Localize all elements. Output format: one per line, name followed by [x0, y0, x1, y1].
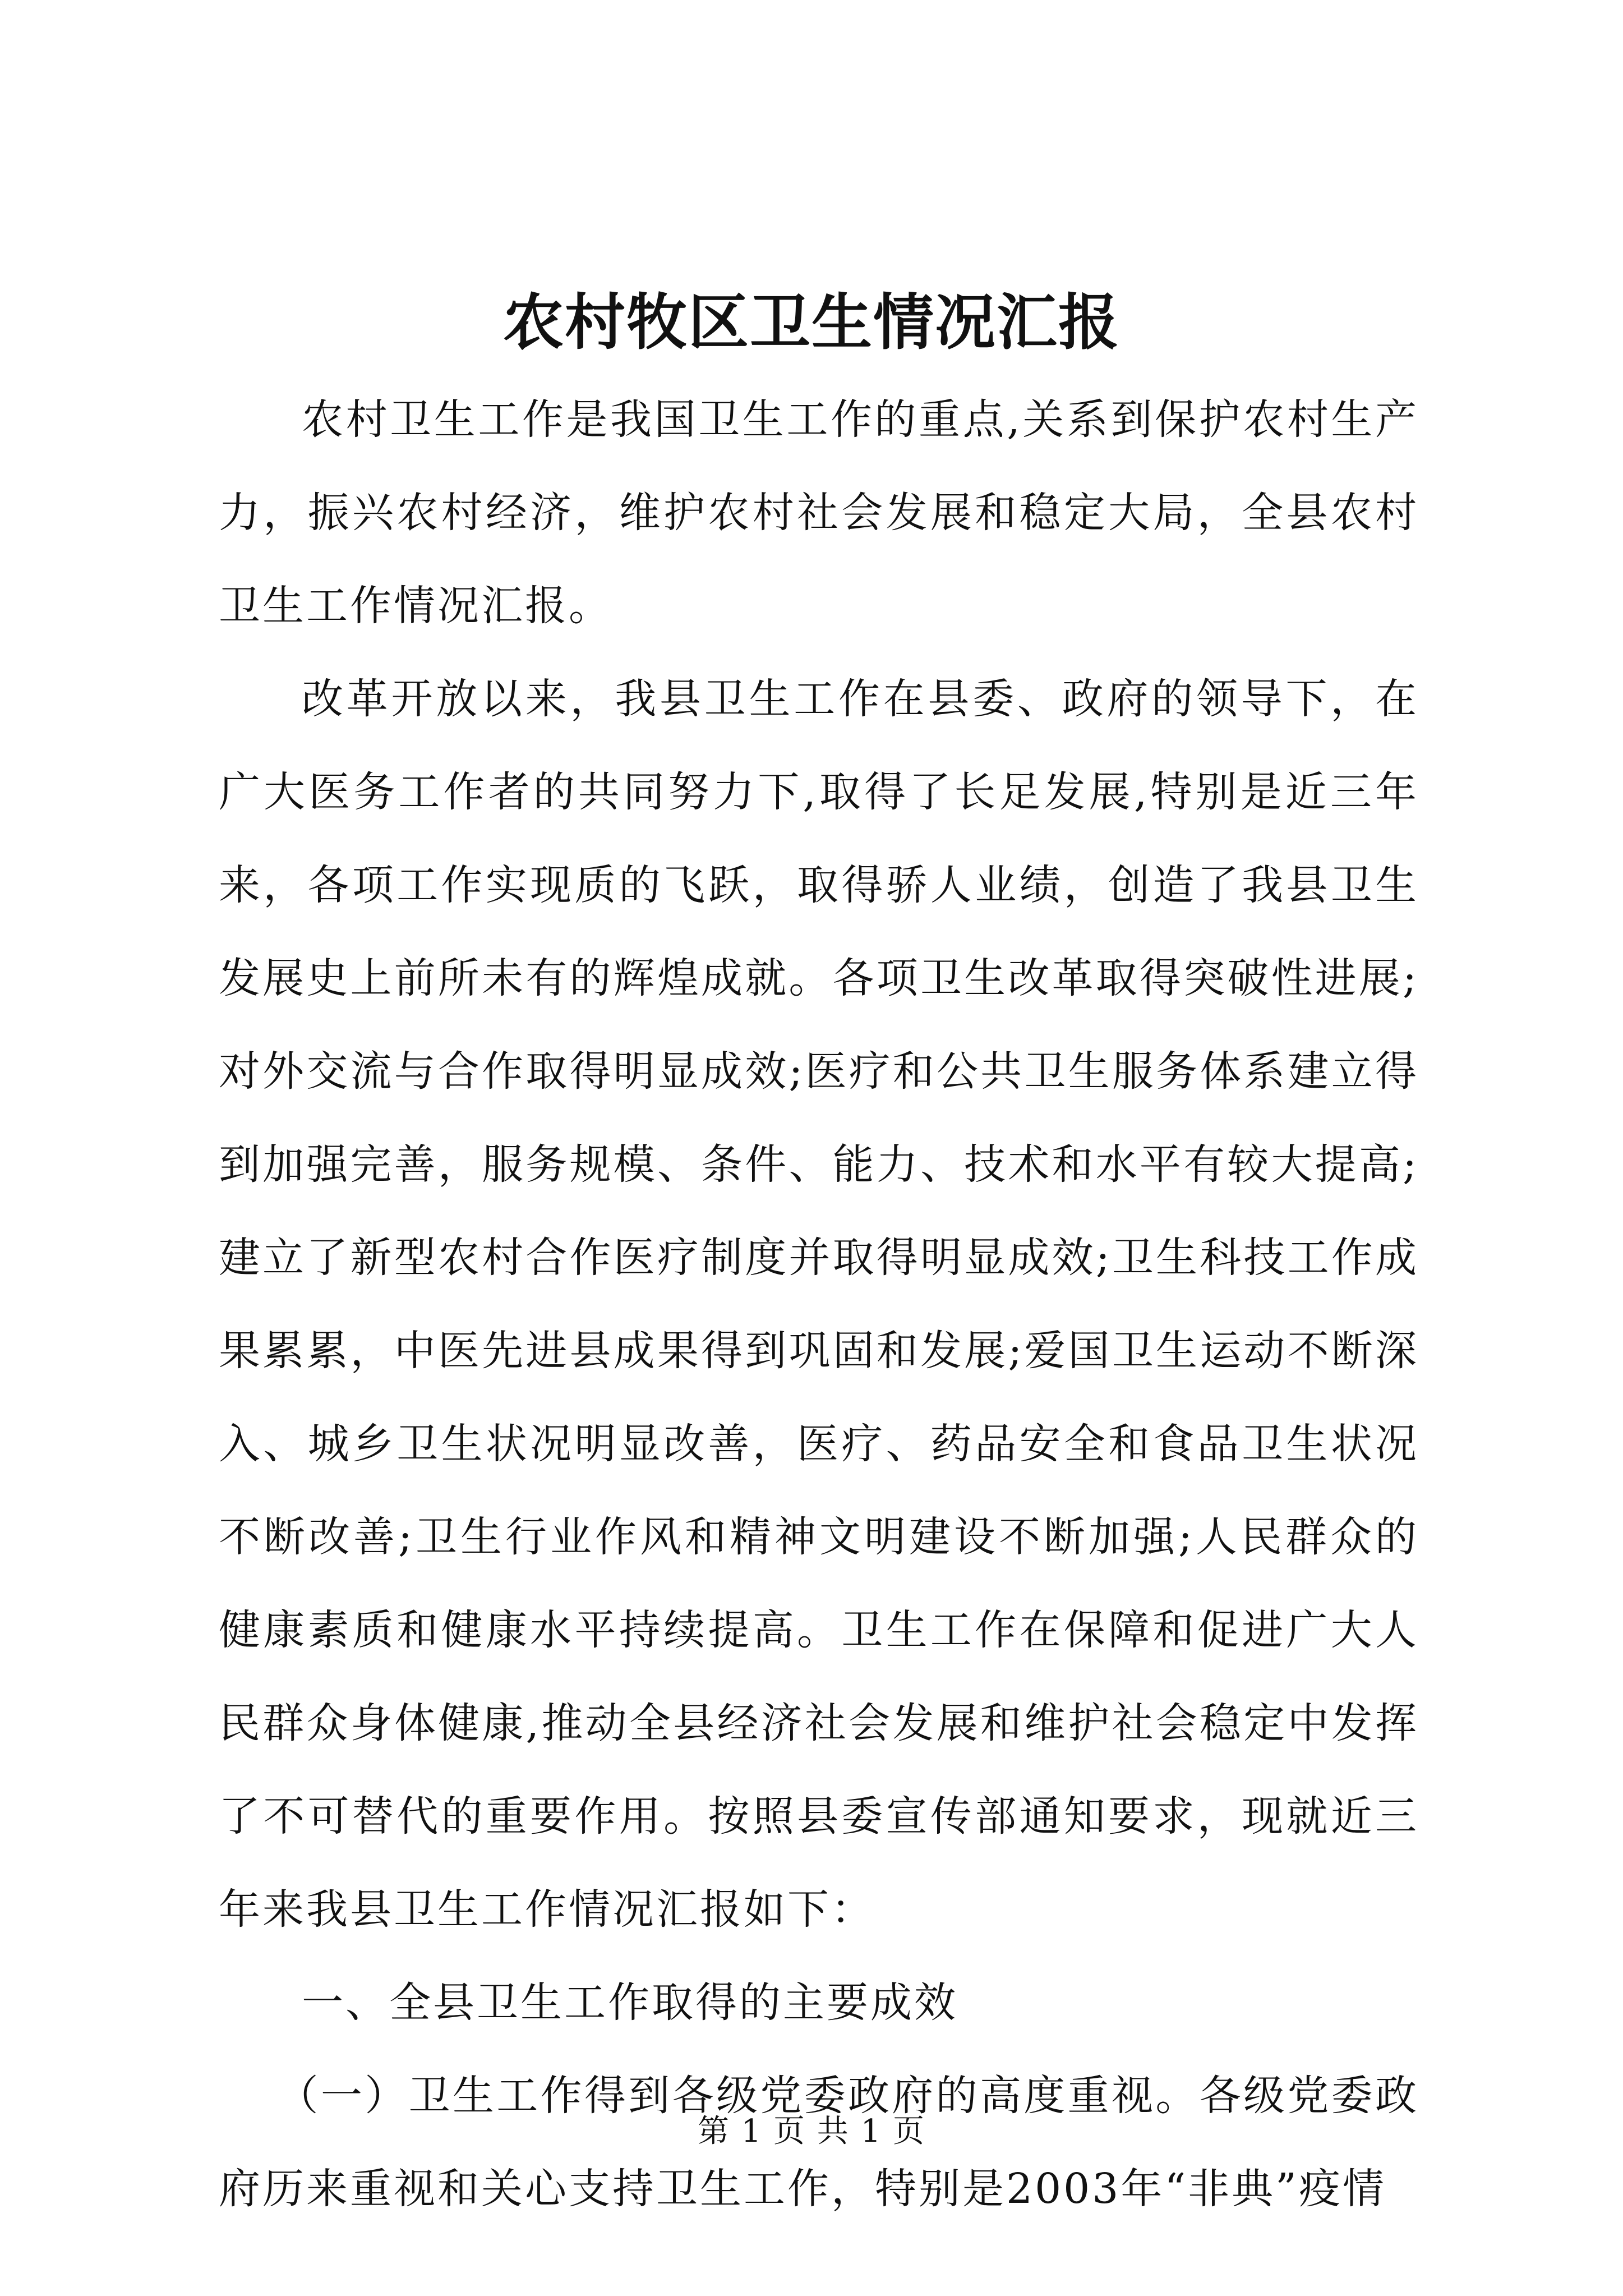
document-body	[219, 373, 1419, 2235]
paragraph-intro: 农村卫生工作是我国卫生工作的重点,关系到保护农村生产力，振兴农村经济，维护农村社会发展和稳定大局，全县农村卫生工作情况汇报。	[219, 395, 1419, 630]
subsection-paragraph: （一）卫生工作得到各级党委政府的高度重视。各级党委政府历来重视和关心支持卫生工作，特别是2003年“非典”疫情	[219, 2072, 1419, 2213]
document-title: 农村牧区卫生情况汇报	[502, 287, 1120, 358]
page-footer: 第 1 页 共 1 页	[697, 2113, 926, 2150]
paragraph-achievements: 改革开放以来，我县卫生工作在县委、政府的领导下，在广大医务工作者的共同努力下,取得了长足发展,特别是近三年来，各项工作实现质的飞跃，取得骄人业绩，创造了我县卫生发展史上前所未有的辉煌成就。各项卫生改革取得突破性进展;对外交流与合作取得明显成效;医疗和公共卫生服务体系建立得到加强完善，服务规模、条件、能力、技术和水平有较大提高;建立了新型农村合作医疗制度并取得明显成效;卫生科技工作成果累累，中医先进县成果得到巩固和发展;爱国卫生运动不断深入、城乡卫生状况明显改善，医疗、药品安全和食品卫生状况不断改善;卫生行业作风和精神文明建设不断加强;人民群众的健康素质和健康水平持续提高。卫生工作在保障和促进广大人民群众身体健康,推动全县经济社会发展和维护社会稳定中发挥了不可替代的重要作用。按照县委宣传部通知要求，现就近三年来我县卫生工作情况汇报如下：	[219, 675, 1419, 1934]
section-heading: 一、全县卫生工作取得的主要成效	[302, 1978, 958, 2027]
